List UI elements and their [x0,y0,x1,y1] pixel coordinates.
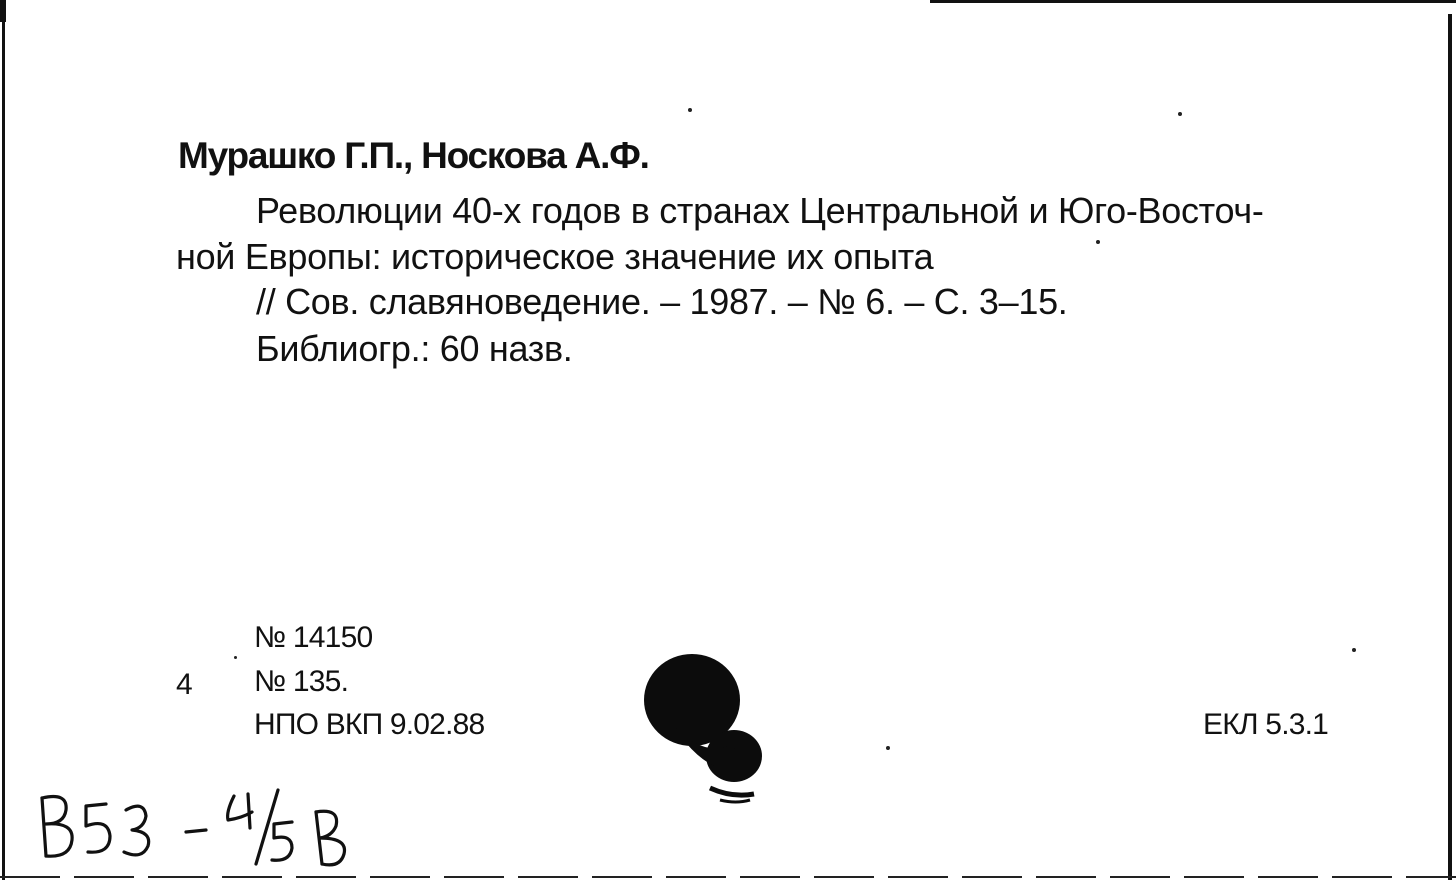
card-right-edge [1448,14,1452,880]
dust-speck [1178,112,1182,116]
dust-speck [1352,648,1356,652]
dust-speck [886,746,890,750]
side-number: 4 [176,668,192,701]
card-bottom-edge [0,876,1456,878]
dust-speck [234,656,237,659]
ink-blot [636,648,776,808]
record-number: № 14150 [254,621,373,654]
source-reference: // Сов. славяноведение. – 1987. – № 6. – С. 3–15. [256,281,1068,322]
dust-speck [688,108,692,112]
card-corner-mark [0,0,6,22]
issue-number: № 135. [254,665,349,698]
card-left-edge [2,0,5,880]
title-line-2: ной Европы: историческое значение их опыта [176,236,934,277]
classification-code: ЕКЛ 5.3.1 [1203,708,1329,741]
dust-speck [1096,240,1100,244]
bibliography-note: Библиогр.: 60 назв. [256,328,573,369]
organization-date: НПО ВКП 9.02.88 [254,708,485,741]
handwritten-code [30,780,360,870]
title-line-1: Революции 40-х годов в странах Центральной и Юго-Восточ- [256,190,1264,231]
card-top-edge [930,0,1456,3]
authors: Мурашко Г.П., Носкова А.Ф. [178,135,649,176]
